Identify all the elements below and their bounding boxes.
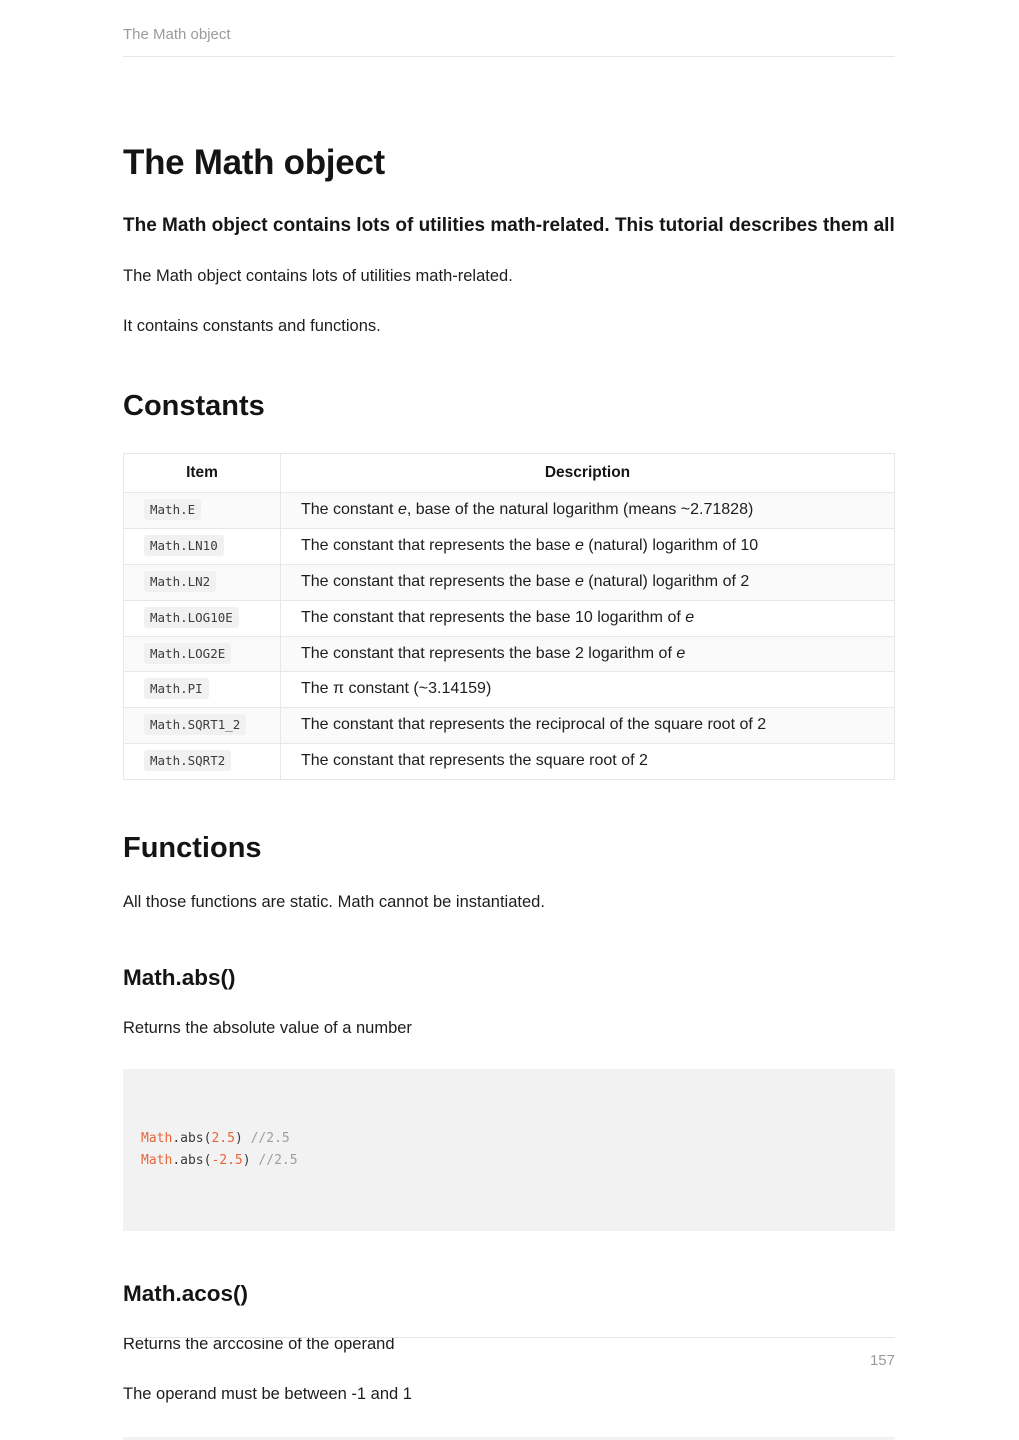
running-header-title: The Math object	[123, 26, 231, 43]
table-cell-description	[281, 672, 895, 708]
description-segment: e	[676, 644, 686, 662]
article-title: The Math object	[123, 143, 385, 182]
inline-code: Math.LOG2E	[144, 643, 231, 664]
code-line	[141, 1128, 877, 1150]
inline-code: Math.LN10	[144, 535, 224, 556]
table-row	[124, 600, 895, 636]
code-token-plain	[243, 1131, 251, 1146]
description-segment: e	[397, 501, 407, 519]
code-token-ident: Math	[141, 1152, 173, 1168]
table-cell-description	[281, 565, 895, 601]
page-footer	[123, 1337, 895, 1369]
table-header-item: Item	[124, 454, 281, 493]
inline-code: Math.E	[144, 499, 201, 520]
inline-code: Math.PI	[144, 678, 209, 699]
constants-table-body	[124, 493, 895, 779]
inline-code: Math.LN2	[144, 571, 216, 592]
code-token-plain: .abs(	[172, 1130, 212, 1146]
table-row	[124, 672, 895, 708]
table-row	[124, 744, 895, 780]
math-acos-note: The operand must be between -1 and 1	[123, 1385, 412, 1404]
page-number: 157	[869, 1352, 895, 1369]
constants-table	[123, 453, 895, 779]
article-lead: The Math object contains lots of utilities math-related. This tutorial describes them all	[123, 215, 895, 236]
description-segment: The constant that represents the reciprocal of the square root of 2	[301, 716, 767, 734]
description-segment: The π constant (~3.14159)	[301, 680, 492, 698]
table-cell-description	[281, 529, 895, 565]
code-content	[141, 1128, 877, 1172]
code-token-number: 2.5	[211, 1130, 235, 1146]
math-acos-description: Returns the arccosine of the operand	[123, 1335, 395, 1354]
inline-code: Math.SQRT1_2	[144, 714, 246, 735]
description-segment: e	[685, 608, 695, 626]
description-segment: The constant that represents the base 10 logarithm of	[301, 608, 686, 626]
code-token-plain: )	[234, 1130, 243, 1146]
code-block-math-abs	[123, 1069, 895, 1232]
code-token-plain: .abs(	[172, 1152, 212, 1168]
description-segment: , base of the natural logarithm (means ~2.71828)	[406, 501, 754, 519]
code-token-comment: //2.5	[250, 1130, 290, 1146]
table-cell-item	[124, 636, 281, 672]
table-header-row	[124, 454, 895, 493]
table-cell-item	[124, 672, 281, 708]
code-token-ident: Math	[141, 1130, 173, 1146]
footer-divider	[123, 1337, 895, 1338]
table-cell-item	[124, 708, 281, 744]
table-cell-item	[124, 744, 281, 780]
table-cell-description	[281, 744, 895, 780]
description-segment: e	[574, 537, 584, 555]
running-header	[123, 0, 895, 57]
description-segment: The constant that represents the base	[301, 537, 575, 555]
table-row	[124, 529, 895, 565]
constants-table-head	[124, 454, 895, 493]
description-segment: The constant	[301, 501, 398, 519]
code-token-plain: )	[242, 1152, 251, 1168]
header-divider	[123, 56, 895, 57]
table-cell-description	[281, 636, 895, 672]
description-segment: (natural) logarithm of 2	[583, 573, 750, 591]
description-segment: (natural) logarithm of 10	[583, 537, 759, 555]
code-token-number: -2.5	[211, 1152, 243, 1168]
table-row	[124, 636, 895, 672]
table-cell-item	[124, 600, 281, 636]
inline-code: Math.LOG10E	[144, 607, 239, 628]
section-heading-constants: Constants	[123, 390, 265, 423]
description-segment: The constant that represents the base	[301, 573, 575, 591]
functions-intro-paragraph: All those functions are static. Math cannot be instantiated.	[123, 892, 545, 911]
description-segment: The constant that represents the square root of 2	[301, 752, 648, 770]
math-abs-description: Returns the absolute value of a number	[123, 1018, 412, 1037]
table-row	[124, 708, 895, 744]
intro-paragraph-2: It contains constants and functions.	[123, 316, 381, 335]
subsection-heading-math-abs: Math.abs()	[123, 964, 236, 990]
description-segment: e	[574, 573, 584, 591]
description-segment: The constant that represents the base 2 logarithm of	[301, 644, 677, 662]
code-token-comment: //2.5	[258, 1152, 298, 1168]
table-header-description: Description	[281, 454, 895, 493]
table-row	[124, 493, 895, 529]
table-cell-description	[281, 493, 895, 529]
table-cell-description	[281, 708, 895, 744]
intro-paragraph-1: The Math object contains lots of utilities math-related.	[123, 266, 513, 285]
table-cell-item	[124, 529, 281, 565]
table-cell-description	[281, 600, 895, 636]
section-heading-functions: Functions	[123, 831, 262, 864]
inline-code: Math.SQRT2	[144, 750, 231, 771]
subsection-heading-math-acos: Math.acos()	[123, 1281, 249, 1307]
code-line	[141, 1150, 877, 1172]
table-cell-item	[124, 493, 281, 529]
table-cell-item	[124, 565, 281, 601]
table-row	[124, 565, 895, 601]
